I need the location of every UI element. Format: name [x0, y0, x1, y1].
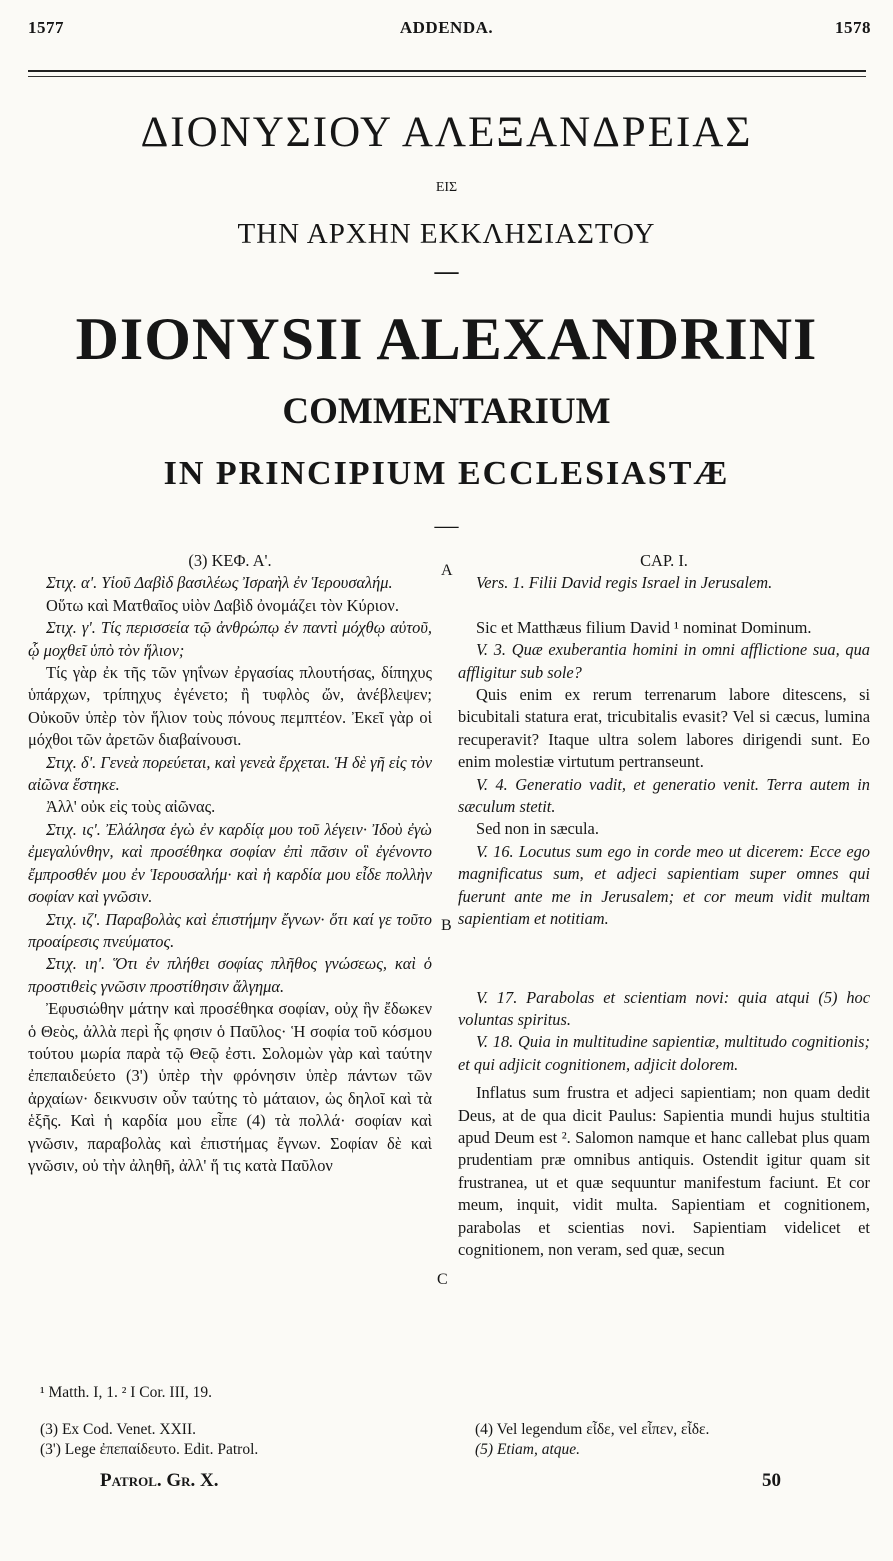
greek-subtitle: ΤΗΝ ΑΡΧΗΝ ΕΚΚΛΗΣΙΑΣΤΟΥ — [237, 218, 656, 250]
footnote-3: (3) Ex Cod. Venet. XXII. — [40, 1421, 196, 1438]
scripture-footnotes: ¹ Matth. I, 1. ² I Cor. III, 19. — [40, 1384, 213, 1401]
latin-title: DIONYSII ALEXANDRINI — [75, 306, 818, 372]
latin-paragraph: Quis enim ex rerum terrenarum labore ditescens, si bicubitali statura erat, tricubitalis evasit? Vel si cæcus, lumina recuperavit? Itaque ultra solem labores dirigendi sunt. Eo enim molestiæ virtutum pertranseunt. — [458, 685, 870, 772]
greek-paragraph: Στιχ. γ'. Τίς περισσεία τῷ ἀνθρώπῳ ἐν παντὶ μόχθῳ αὐτοῦ, ᾧ μοχθεῖ ὑπὸ τὸν ἥλιον; — [28, 618, 432, 660]
latin-paragraph: V. 3. Quæ exuberantia homini in omni afflictione sua, qua affligitur sub sole? — [458, 640, 870, 682]
greek-column — [28, 550, 432, 1177]
latin-chapter-heading: CAP. I. — [640, 551, 688, 570]
margin-letter-c: C — [437, 1271, 448, 1288]
greek-paragraph: Στιχ. ις'. Ἐλάλησα ἐγὼ ἐν καρδίᾳ μου τοῦ λέγειν· Ἰδοὺ ἐγὼ ἐμεγαλύνθην, καὶ προσέθηκα σοφίαν ἐπὶ πᾶσιν οἳ ἐγένοντο ἔμπροσθέν μου ἐν Ἱερουσαλήμ· καὶ ἡ καρδία μου εἶδε πολλὴν σοφίαν καὶ γνῶσιν. — [28, 819, 432, 907]
title-dash-2: — — [434, 513, 459, 539]
greek-subtitle-eis: ΕΙΣ — [435, 180, 458, 195]
page-number-right: 1578 — [835, 18, 871, 37]
greek-paragraph: Ἀλλ' οὐκ εἰς τοὺς αἰῶνας. — [46, 797, 216, 817]
footnote-5: (5) Etiam, atque. — [475, 1441, 581, 1458]
footer-signature: 50 — [762, 1470, 781, 1491]
latin-paragraph: V. 4. Generatio vadit, et generatio venit. Terra autem in sæculum stetit. — [458, 774, 870, 817]
latin-paragraph: Vers. 1. Filii David regis Israel in Jerusalem. — [476, 573, 773, 593]
greek-title: ΔΙΟΝΥΣΙΟΥ ΑΛΕΞΑΝΔΡΕΙΑΣ — [140, 109, 753, 156]
greek-paragraph: Ἐφυσιώθην μάτην καὶ προσέθηκα σοφίαν, οὐχ ἣν ἔδωκεν ὁ Θεὸς, ἀλλὰ περὶ ἧς φησιν ὁ Παῦλος· Ἡ σοφία τοῦ κόσμου τούτου μωρία παρὰ τῷ Θεῷ ἐστι. Σολομὼν γὰρ καὶ ταύτην ἐπεπαιδεύετο (3') ὑπὲρ τὴν φρόνησιν ὑπὲρ πάντων τῶν ἀρχαίων· δεικνυσιν οὖν ταύτης τὸ μάταιον, ὡς δηλοῖ καὶ τὰ ἑξῆς. Καὶ ἡ καρδία μου εἶπε (4) τὰ πολλά· σοφίαν καὶ γνῶσιν, παραβολὰς καὶ ἐπιστήμας ἔγνων. Σοφίαν δὲ καὶ γνῶσιν, οὐ τὴν ἀληθῆ, ἀλλ' ἥ τις κατὰ Παῦλον — [28, 999, 432, 1175]
running-title: ADDENDA. — [399, 18, 494, 37]
greek-paragraph: Τίς γὰρ ἐκ τῆς τῶν γηΐνων ἐργασίας πλουτήσας, δίπηχυς ὑπάρχων, τρίπηχυς ἐγένετο; ἢ τυφλὸς ὤν, ἀνέβλεψεν; Οὐκοῦν ὑπὲρ τὸν ἥλιον τοὺς πόνους πεμπτέον. Ἐκεῖ γὰρ οἱ μόχθοι τῶν ἀρετῶν διαβαίνουσι. — [28, 663, 432, 750]
latin-subtitle: COMMENTARIUM — [282, 391, 611, 432]
page-number-left: 1577 — [28, 18, 64, 37]
margin-letter-a: A — [441, 562, 453, 579]
footer-volume: Patrol. Gr. X. — [100, 1470, 219, 1491]
greek-paragraph: Στιχ. ιζ'. Παραβολὰς καὶ ἐπιστήμην ἔγνων· ὅτι καί γε τοῦτο προαίρεσις πνεύματος. — [28, 909, 432, 951]
latin-paragraph: Sic et Matthæus filium David ¹ nominat Dominum. — [476, 617, 812, 637]
latin-paragraph: Inflatus sum frustra et adjeci sapientiam; non quam dedit Deus, at de qua dicit Paulus: Sapientia mundi hujus stultitia apud Deum est ². Salomon namque et hanc callebat plus quam prudentiam præ omnibus antiquis. Ostendit igitur quam sit frustranea, ut et quæ sequuntur manifestum faciunt. Et cor meum, inquit, vidit multa. Sapientiam et cognitionem, parabolas et scientias novi. Sapientiam videlicet et cognitionem, non veram, sed quæ, secun — [458, 1083, 870, 1259]
greek-paragraph: Στιχ. ιη'. Ὅτι ἐν πλήθει σοφίας πλῆθος γνώσεως, καὶ ὁ προστιθεὶς γνῶσιν προστίθησιν ἄλγημα. — [28, 954, 432, 996]
footnote-3-prime: (3') Lege ἐπεπαίδευτο. Edit. Patrol. — [40, 1441, 259, 1458]
footnote-4: (4) Vel legendum εἶδε, vel εἶπεν, εἶδε. — [475, 1421, 710, 1438]
latin-paragraph: Sed non in sæcula. — [476, 819, 599, 839]
latin-subtitle-2: IN PRINCIPIUM ECCLESIASTÆ — [163, 455, 730, 492]
header-rule-thick — [28, 70, 866, 72]
margin-letter-b: B — [441, 917, 452, 934]
greek-paragraph: Στιχ. δ'. Γενεὰ πορεύεται, καὶ γενεὰ ἔρχεται. Ἡ δὲ γῆ εἰς τὸν αἰῶνα ἕστηκε. — [28, 752, 432, 795]
greek-paragraph: Οὕτω καὶ Ματθαῖος υἱὸν Δαβὶδ ὀνομάζει τὸν Κύριον. — [46, 595, 399, 615]
latin-column — [458, 550, 870, 1261]
greek-chapter-heading: (3) ΚΕΦ. Α'. — [188, 551, 272, 570]
greek-paragraph: Στιχ. α'. Υἱοῦ Δαβὶδ βασιλέως Ἰσραὴλ ἐν Ἱερουσαλήμ. — [46, 573, 393, 593]
latin-paragraph: V. 16. Locutus sum ego in corde meo ut dicerem: Ecce ego magnificatus sum, et adjeci sapientiam super omnes qui fuerunt ante me in Jerusalem; et cor meum vidit multam sapientiam et notitiam. — [458, 841, 870, 929]
latin-paragraph: V. 18. Quia in multitudine sapientiæ, multitudo cognitionis; et qui adjicit cognitionem, adjicit dolorem. — [458, 1032, 870, 1074]
header-rule-thin — [28, 76, 866, 77]
latin-paragraph: V. 17. Parabolas et scientiam novi: quia atqui (5) hoc voluntas spiritus. — [458, 987, 870, 1029]
title-dash-1: — — [434, 259, 459, 285]
